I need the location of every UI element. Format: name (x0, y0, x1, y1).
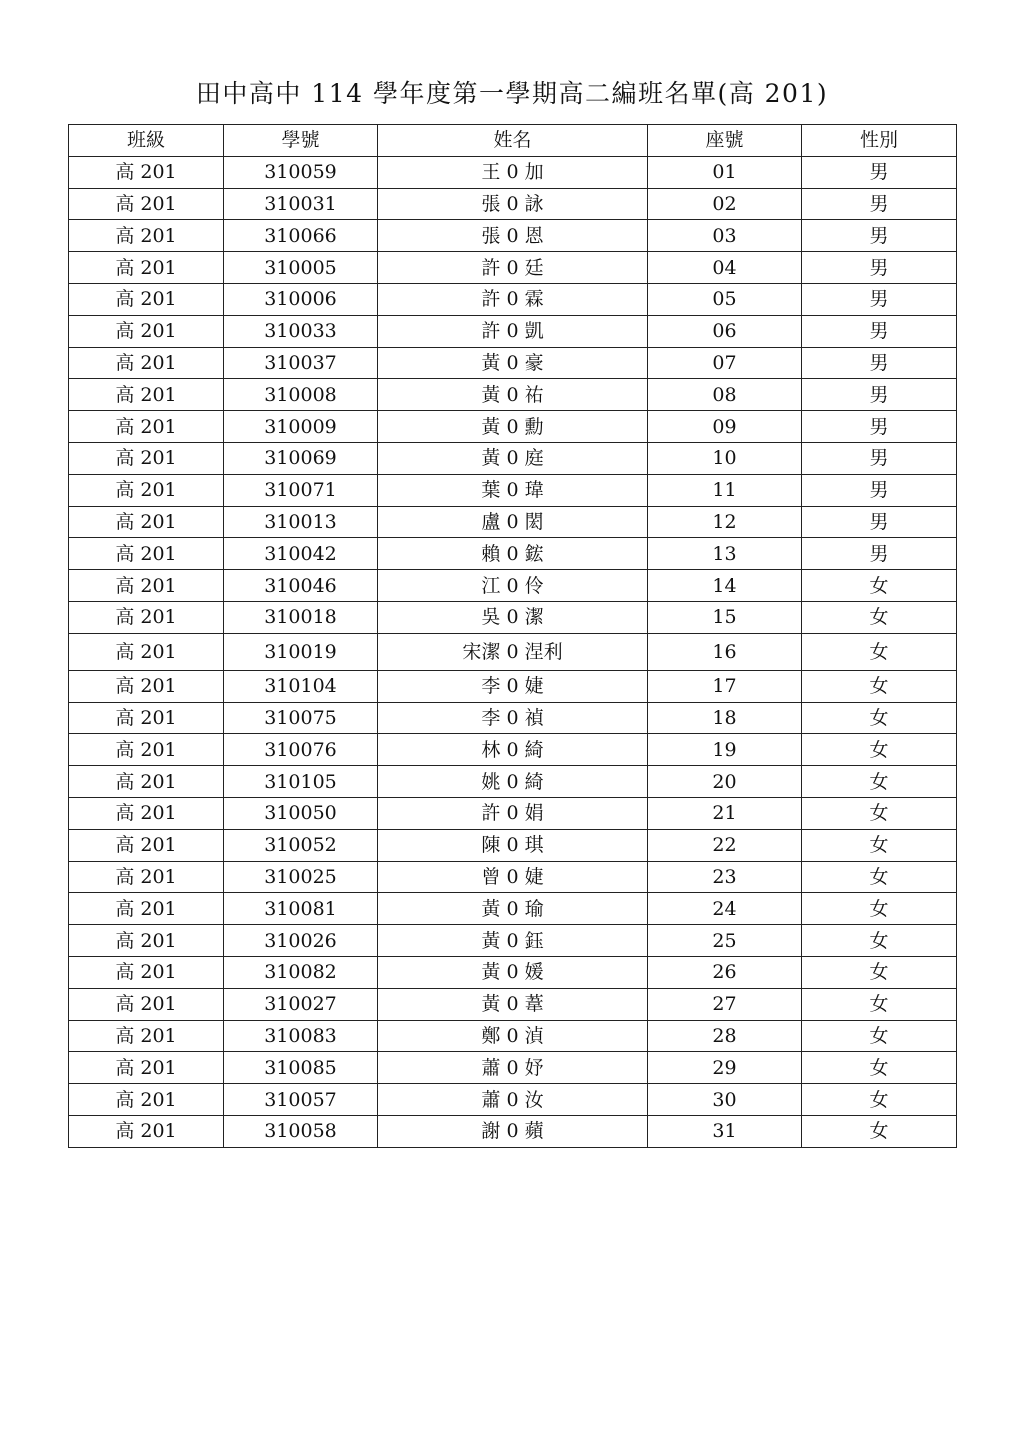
header-gender: 性別 (802, 125, 957, 157)
cell-class: 高 201 (69, 861, 224, 893)
cell-gender: 男 (802, 506, 957, 538)
class-roster-table (68, 124, 957, 1148)
cell-student-id: 310042 (224, 538, 378, 570)
cell-gender: 男 (802, 220, 957, 252)
cell-student-id: 310082 (224, 956, 378, 988)
table-row (69, 220, 957, 252)
cell-name: 黃 0 媛 (378, 956, 648, 988)
cell-class: 高 201 (69, 893, 224, 925)
cell-name: 黃 0 豪 (378, 347, 648, 379)
cell-student-id: 310013 (224, 506, 378, 538)
cell-name: 陳 0 琪 (378, 829, 648, 861)
table-row (69, 188, 957, 220)
cell-seat-number: 11 (648, 474, 802, 506)
cell-seat-number: 15 (648, 601, 802, 633)
table-row (69, 283, 957, 315)
cell-student-id: 310058 (224, 1115, 378, 1147)
cell-class: 高 201 (69, 734, 224, 766)
cell-name: 李 0 婕 (378, 670, 648, 702)
cell-student-id: 310066 (224, 220, 378, 252)
cell-seat-number: 12 (648, 506, 802, 538)
cell-seat-number: 24 (648, 893, 802, 925)
table-row (69, 1115, 957, 1147)
cell-gender: 女 (802, 766, 957, 798)
cell-gender: 女 (802, 797, 957, 829)
cell-name: 曾 0 婕 (378, 861, 648, 893)
cell-gender: 男 (802, 315, 957, 347)
table-row (69, 379, 957, 411)
cell-student-id: 310083 (224, 1020, 378, 1052)
cell-seat-number: 08 (648, 379, 802, 411)
cell-seat-number: 19 (648, 734, 802, 766)
cell-name: 黃 0 瑜 (378, 893, 648, 925)
cell-seat-number: 05 (648, 283, 802, 315)
cell-student-id: 310031 (224, 188, 378, 220)
cell-student-id: 310057 (224, 1084, 378, 1116)
cell-gender: 女 (802, 861, 957, 893)
table-row (69, 411, 957, 443)
cell-class: 高 201 (69, 1052, 224, 1084)
cell-seat-number: 09 (648, 411, 802, 443)
cell-name: 黃 0 庭 (378, 442, 648, 474)
cell-class: 高 201 (69, 1115, 224, 1147)
cell-gender: 女 (802, 1052, 957, 1084)
cell-gender: 女 (802, 1115, 957, 1147)
cell-name: 黃 0 鈺 (378, 925, 648, 957)
cell-class: 高 201 (69, 829, 224, 861)
cell-seat-number: 03 (648, 220, 802, 252)
cell-gender: 男 (802, 252, 957, 284)
table-row (69, 797, 957, 829)
table-row (69, 474, 957, 506)
cell-gender: 男 (802, 411, 957, 443)
table-row (69, 506, 957, 538)
cell-class: 高 201 (69, 601, 224, 633)
cell-seat-number: 18 (648, 702, 802, 734)
cell-seat-number: 22 (648, 829, 802, 861)
cell-name: 蕭 0 汝 (378, 1084, 648, 1116)
cell-class: 高 201 (69, 1084, 224, 1116)
cell-student-id: 310018 (224, 601, 378, 633)
cell-seat-number: 25 (648, 925, 802, 957)
table-row (69, 1020, 957, 1052)
cell-name: 葉 0 瑋 (378, 474, 648, 506)
cell-student-id: 310008 (224, 379, 378, 411)
cell-seat-number: 17 (648, 670, 802, 702)
cell-name: 賴 0 鋐 (378, 538, 648, 570)
cell-gender: 女 (802, 734, 957, 766)
cell-class: 高 201 (69, 633, 224, 670)
header-name: 姓名 (378, 125, 648, 157)
table-row (69, 766, 957, 798)
cell-class: 高 201 (69, 538, 224, 570)
cell-gender: 男 (802, 347, 957, 379)
table-row (69, 893, 957, 925)
table-row (69, 861, 957, 893)
header-seat-number: 座號 (648, 125, 802, 157)
cell-name: 黃 0 葦 (378, 988, 648, 1020)
table-row (69, 1052, 957, 1084)
table-row (69, 252, 957, 284)
cell-name: 許 0 凱 (378, 315, 648, 347)
table-row (69, 956, 957, 988)
cell-gender: 女 (802, 925, 957, 957)
cell-name: 黃 0 祐 (378, 379, 648, 411)
cell-gender: 男 (802, 156, 957, 188)
cell-gender: 女 (802, 670, 957, 702)
table-row (69, 829, 957, 861)
cell-seat-number: 04 (648, 252, 802, 284)
cell-student-id: 310033 (224, 315, 378, 347)
cell-gender: 女 (802, 956, 957, 988)
table-row (69, 670, 957, 702)
cell-class: 高 201 (69, 570, 224, 602)
cell-seat-number: 13 (648, 538, 802, 570)
cell-class: 高 201 (69, 442, 224, 474)
cell-student-id: 310037 (224, 347, 378, 379)
cell-gender: 男 (802, 379, 957, 411)
cell-seat-number: 14 (648, 570, 802, 602)
cell-class: 高 201 (69, 1020, 224, 1052)
cell-gender: 女 (802, 1084, 957, 1116)
table-row (69, 442, 957, 474)
table-row (69, 633, 957, 670)
cell-gender: 女 (802, 570, 957, 602)
cell-seat-number: 21 (648, 797, 802, 829)
cell-seat-number: 23 (648, 861, 802, 893)
cell-class: 高 201 (69, 411, 224, 443)
cell-gender: 男 (802, 442, 957, 474)
cell-class: 高 201 (69, 702, 224, 734)
cell-student-id: 310005 (224, 252, 378, 284)
cell-name: 許 0 霖 (378, 283, 648, 315)
cell-name: 鄭 0 湞 (378, 1020, 648, 1052)
cell-name: 宋潔 0 涅利 (378, 633, 648, 670)
table-row (69, 570, 957, 602)
table-header-row (69, 125, 957, 157)
cell-student-id: 310069 (224, 442, 378, 474)
table-body (69, 156, 957, 1147)
cell-student-id: 310046 (224, 570, 378, 602)
table-row (69, 347, 957, 379)
cell-gender: 男 (802, 283, 957, 315)
cell-student-id: 310059 (224, 156, 378, 188)
table-row (69, 601, 957, 633)
cell-seat-number: 27 (648, 988, 802, 1020)
cell-name: 林 0 綺 (378, 734, 648, 766)
cell-name: 王 0 加 (378, 156, 648, 188)
table-row (69, 538, 957, 570)
cell-gender: 女 (802, 988, 957, 1020)
cell-student-id: 310025 (224, 861, 378, 893)
cell-class: 高 201 (69, 988, 224, 1020)
cell-class: 高 201 (69, 220, 224, 252)
cell-gender: 女 (802, 1020, 957, 1052)
page-title: 田中高中 114 學年度第一學期高二編班名單(高 201) (195, 79, 829, 108)
cell-class: 高 201 (69, 252, 224, 284)
table-row (69, 156, 957, 188)
cell-class: 高 201 (69, 797, 224, 829)
cell-gender: 女 (802, 601, 957, 633)
cell-name: 許 0 廷 (378, 252, 648, 284)
header-class: 班級 (69, 125, 224, 157)
cell-gender: 男 (802, 474, 957, 506)
table-row (69, 925, 957, 957)
cell-student-id: 310075 (224, 702, 378, 734)
cell-class: 高 201 (69, 925, 224, 957)
cell-class: 高 201 (69, 506, 224, 538)
cell-student-id: 310019 (224, 633, 378, 670)
cell-class: 高 201 (69, 347, 224, 379)
cell-seat-number: 10 (648, 442, 802, 474)
cell-gender: 女 (802, 702, 957, 734)
cell-seat-number: 20 (648, 766, 802, 798)
cell-student-id: 310027 (224, 988, 378, 1020)
cell-student-id: 310009 (224, 411, 378, 443)
cell-class: 高 201 (69, 766, 224, 798)
table-row (69, 315, 957, 347)
cell-student-id: 310076 (224, 734, 378, 766)
cell-class: 高 201 (69, 156, 224, 188)
table-row (69, 1084, 957, 1116)
cell-seat-number: 07 (648, 347, 802, 379)
cell-gender: 女 (802, 893, 957, 925)
cell-seat-number: 31 (648, 1115, 802, 1147)
cell-seat-number: 16 (648, 633, 802, 670)
cell-seat-number: 01 (648, 156, 802, 188)
cell-student-id: 310006 (224, 283, 378, 315)
cell-gender: 女 (802, 633, 957, 670)
cell-name: 許 0 娟 (378, 797, 648, 829)
cell-name: 盧 0 閎 (378, 506, 648, 538)
cell-name: 張 0 詠 (378, 188, 648, 220)
cell-seat-number: 06 (648, 315, 802, 347)
table-row (69, 988, 957, 1020)
cell-seat-number: 02 (648, 188, 802, 220)
cell-seat-number: 26 (648, 956, 802, 988)
cell-student-id: 310050 (224, 797, 378, 829)
cell-gender: 男 (802, 188, 957, 220)
cell-name: 江 0 伶 (378, 570, 648, 602)
cell-name: 張 0 恩 (378, 220, 648, 252)
cell-name: 蕭 0 妤 (378, 1052, 648, 1084)
table-row (69, 702, 957, 734)
table-row (69, 734, 957, 766)
cell-class: 高 201 (69, 956, 224, 988)
cell-gender: 女 (802, 829, 957, 861)
cell-student-id: 310104 (224, 670, 378, 702)
cell-student-id: 310071 (224, 474, 378, 506)
cell-student-id: 310081 (224, 893, 378, 925)
cell-student-id: 310052 (224, 829, 378, 861)
cell-student-id: 310105 (224, 766, 378, 798)
cell-class: 高 201 (69, 474, 224, 506)
cell-class: 高 201 (69, 670, 224, 702)
cell-seat-number: 30 (648, 1084, 802, 1116)
cell-seat-number: 28 (648, 1020, 802, 1052)
cell-class: 高 201 (69, 283, 224, 315)
cell-student-id: 310026 (224, 925, 378, 957)
cell-name: 姚 0 綺 (378, 766, 648, 798)
cell-name: 李 0 禎 (378, 702, 648, 734)
cell-class: 高 201 (69, 188, 224, 220)
cell-name: 謝 0 蘋 (378, 1115, 648, 1147)
cell-name: 吳 0 潔 (378, 601, 648, 633)
cell-class: 高 201 (69, 315, 224, 347)
header-student-id: 學號 (224, 125, 378, 157)
cell-gender: 男 (802, 538, 957, 570)
cell-student-id: 310085 (224, 1052, 378, 1084)
cell-seat-number: 29 (648, 1052, 802, 1084)
cell-class: 高 201 (69, 379, 224, 411)
cell-name: 黃 0 勳 (378, 411, 648, 443)
